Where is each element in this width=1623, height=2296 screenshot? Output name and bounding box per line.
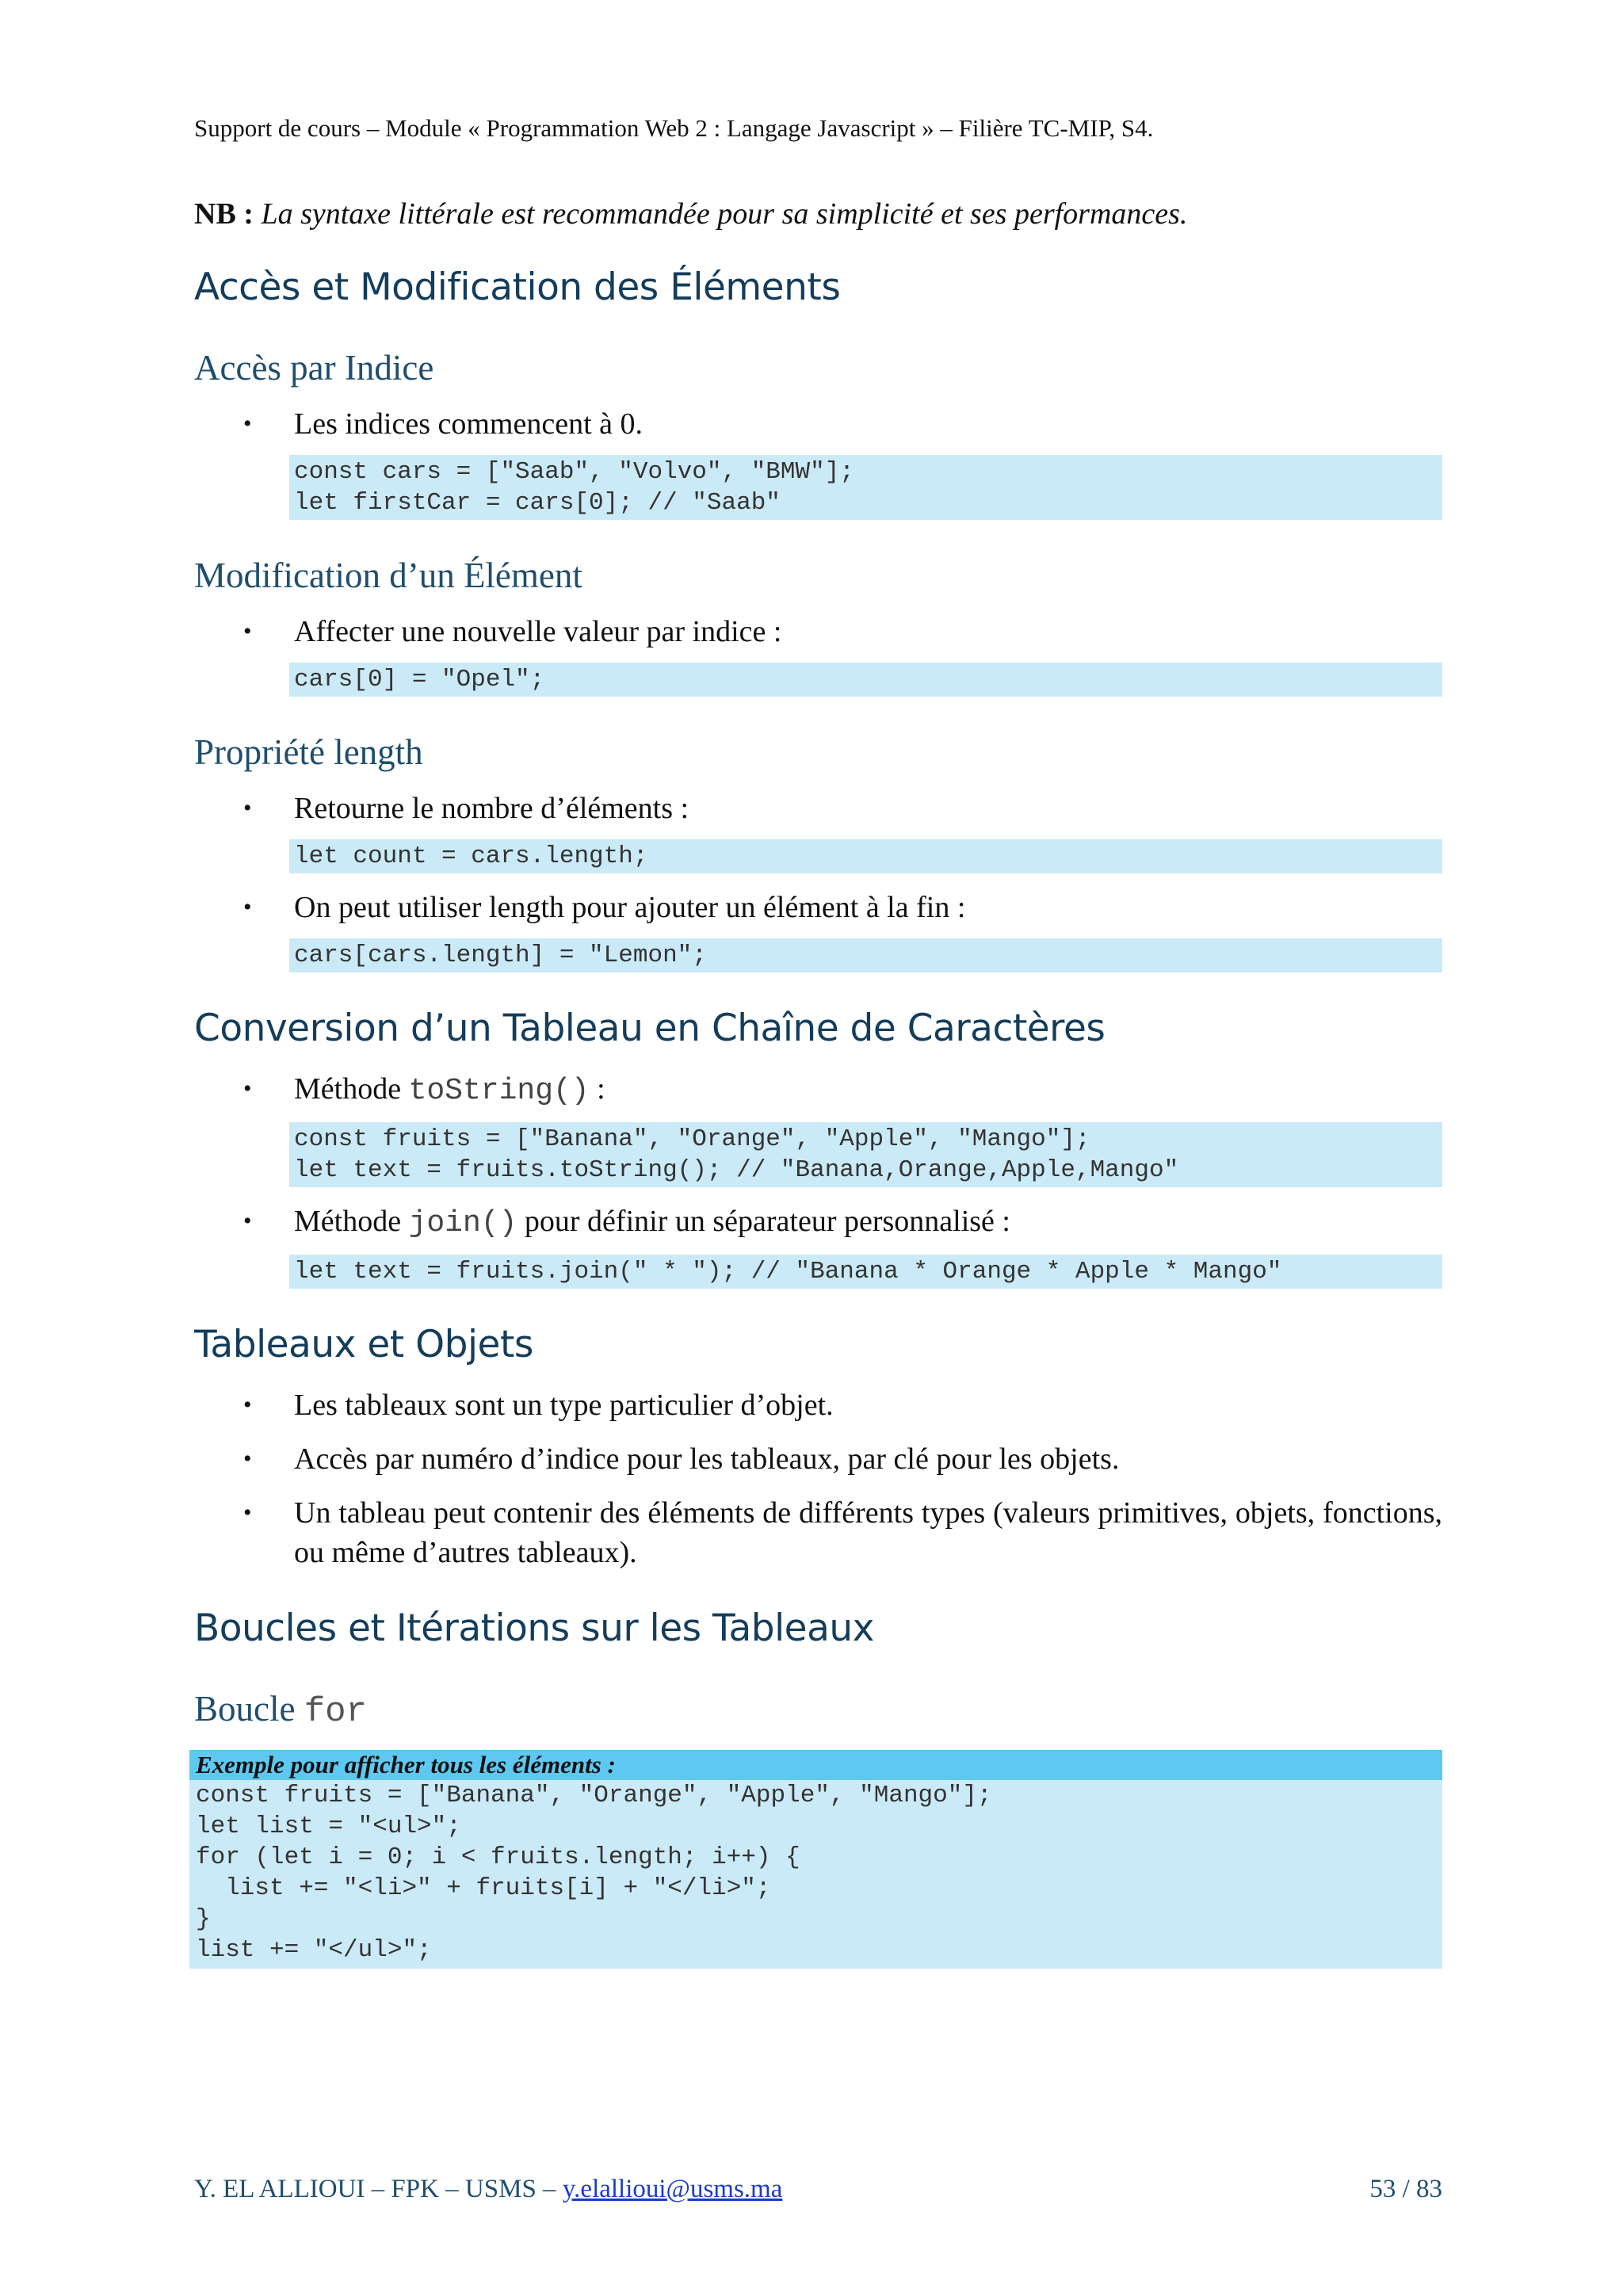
heading-acces-modification: Accès et Modification des Éléments bbox=[194, 266, 841, 309]
bullet-list bbox=[194, 888, 1442, 927]
bullet-list bbox=[194, 789, 1442, 828]
code-block: let count = cars.length; bbox=[289, 839, 1442, 873]
bullet-list bbox=[194, 1069, 1442, 1111]
bullet-icon: • bbox=[243, 618, 252, 644]
list-item: • Les tableaux sont un type particulier d’objet. bbox=[194, 1385, 1442, 1425]
list-item: • Méthode toString() : bbox=[194, 1069, 1442, 1111]
heading-tableaux-objets: Tableaux et Objets bbox=[194, 1323, 533, 1366]
page-number: 53 / 83 bbox=[1369, 2175, 1442, 2203]
inline-code: join() bbox=[408, 1206, 517, 1240]
list-item: • Accès par numéro d’indice pour les tableaux, par clé pour les objets. bbox=[194, 1439, 1442, 1479]
bullet-icon: • bbox=[243, 411, 252, 437]
bullet-list bbox=[194, 1201, 1442, 1244]
example-code-box bbox=[189, 1750, 1442, 1969]
subheading-boucle-for: Boucle for bbox=[194, 1689, 367, 1732]
code-block: cars[0] = "Opel"; bbox=[289, 663, 1442, 697]
nb-note bbox=[194, 193, 1442, 235]
subheading-modification-element: Modification d’un Élément bbox=[194, 556, 582, 595]
bullet-icon: • bbox=[243, 894, 252, 920]
list-item: • Un tableau peut contenir des éléments de différents types (valeurs primitives, objets, fonctions, ou même d’autres tableaux). bbox=[194, 1493, 1442, 1572]
nb-text: La syntaxe littérale est recommandée pour sa simplicité et ses performances. bbox=[261, 197, 1188, 231]
code-block: const fruits = ["Banana", "Orange", "Apple", "Mango"]; let list = "<ul>"; for (let i = 0; i < fruits.length; i++) { list += "<li>" + fruits[i] + "</li>"; } list += "</ul>"; bbox=[196, 1782, 992, 1964]
list-item: • Retourne le nombre d’éléments : bbox=[194, 789, 1442, 828]
bullet-icon: • bbox=[243, 1446, 252, 1472]
example-caption: Exemple pour afficher tous les éléments : bbox=[189, 1750, 1442, 1780]
page-content bbox=[194, 111, 1442, 1969]
subheading-acces-indice: Accès par Indice bbox=[194, 348, 434, 388]
list-item: • Affecter une nouvelle valeur par indice : bbox=[194, 612, 1442, 651]
heading-conversion: Conversion d’un Tableau en Chaîne de Caractères bbox=[194, 1007, 1106, 1050]
bullet-icon: • bbox=[243, 795, 252, 821]
inline-code: for bbox=[304, 1692, 367, 1732]
subheading-propriete-length: Propriété length bbox=[194, 732, 423, 772]
bullet-icon: • bbox=[243, 1208, 252, 1234]
running-header: Support de cours – Module « Programmation Web 2 : Langage Javascript » – Filière TC-MIP, S4. bbox=[194, 114, 1154, 142]
list-item: • Méthode join() pour définir un séparateur personnalisé : bbox=[194, 1201, 1442, 1244]
bullet-icon: • bbox=[243, 1075, 252, 1102]
code-block: const cars = ["Saab", "Volvo", "BMW"]; let firstCar = cars[0]; // "Saab" bbox=[289, 455, 1442, 520]
bullet-icon: • bbox=[243, 1392, 252, 1418]
code-block: let text = fruits.join(" * "); // "Banana * Orange * Apple * Mango" bbox=[289, 1255, 1442, 1289]
bullet-list bbox=[194, 404, 1442, 444]
code-block: cars[cars.length] = "Lemon"; bbox=[289, 938, 1442, 972]
list-item: • Les indices commencent à 0. bbox=[194, 404, 1442, 444]
footer-author: Y. EL ALLIOUI – FPK – USMS – y.elallioui@usms.ma bbox=[194, 2175, 783, 2203]
heading-boucles: Boucles et Itérations sur les Tableaux bbox=[194, 1606, 874, 1650]
list-item: • On peut utiliser length pour ajouter un élément à la fin : bbox=[194, 888, 1442, 927]
bullet-list bbox=[194, 612, 1442, 651]
code-block: const fruits = ["Banana", "Orange", "Apple", "Mango"]; let text = fruits.toString(); // "Banana,Orange,Apple,Mango" bbox=[289, 1122, 1442, 1187]
bullet-list bbox=[194, 1385, 1442, 1572]
bullet-icon: • bbox=[243, 1499, 252, 1526]
inline-code: toString() bbox=[408, 1074, 590, 1108]
email-link[interactable]: y.elallioui@usms.ma bbox=[562, 2175, 783, 2203]
nb-label: NB : bbox=[194, 197, 254, 231]
